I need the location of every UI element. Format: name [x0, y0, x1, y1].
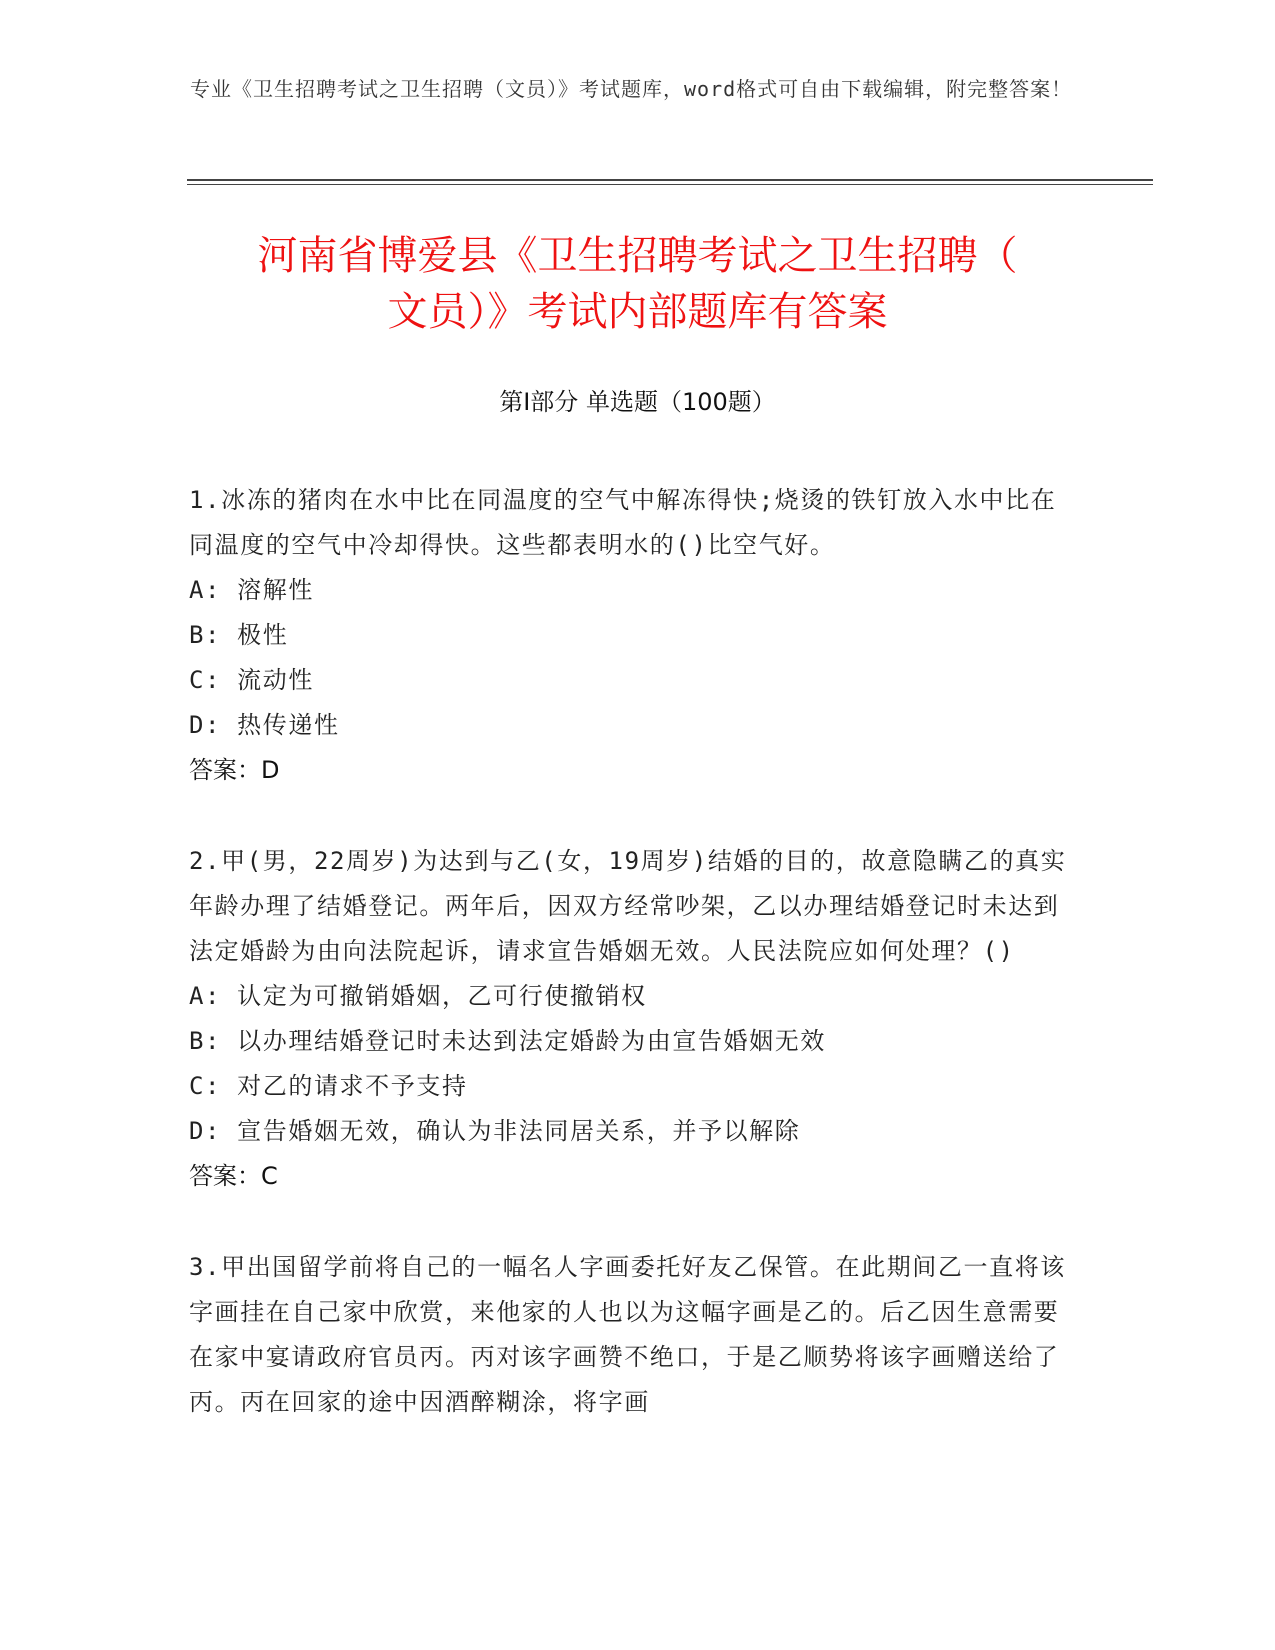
- document-title-line-2: 文员）》考试内部题库有答案: [387, 289, 888, 335]
- option-a: A: 认定为可撤销婚姻，乙可行使撤销权: [189, 982, 647, 1010]
- option-c: C: 对乙的请求不予支持: [189, 1072, 468, 1100]
- header-divider-thin: [187, 184, 1153, 185]
- answer: 答案：D: [189, 756, 280, 784]
- header-note: 专业《卫生招聘考试之卫生招聘（文员）》考试题库，word格式可自由下载编辑，附完整答案！: [190, 77, 1073, 101]
- question-stem: 2.甲(男，22周岁)为达到与乙(女，19周岁)结婚的目的，故意隐瞒乙的真实年龄办理了结婚登记。两年后，因双方经常吵架，乙以办理结婚登记时未达到法定婚龄为由向法院起诉，请求宣告婚姻无效。人民法院应如何处理？(): [189, 847, 1067, 965]
- question-1: [189, 478, 1069, 793]
- option-b: B: 极性: [189, 621, 289, 649]
- option-d: D: 热传递性: [189, 711, 340, 739]
- document-title: [160, 228, 1115, 340]
- question-3: [189, 1245, 1069, 1425]
- option-d: D: 宣告婚姻无效，确认为非法同居关系，并予以解除: [189, 1117, 801, 1145]
- option-c: C: 流动性: [189, 666, 314, 694]
- question-list: [189, 478, 1069, 1471]
- option-b: B: 以办理结婚登记时未达到法定婚龄为由宣告婚姻无效: [189, 1027, 826, 1055]
- answer: 答案：C: [189, 1162, 278, 1190]
- question-stem: 3.甲出国留学前将自己的一幅名人字画委托好友乙保管。在此期间乙一直将该字画挂在自己家中欣赏，来他家的人也以为这幅字画是乙的。后乙因生意需要在家中宴请政府官员丙。丙对该字画赞不绝口，于是乙顺势将该字画赠送给了丙。丙在回家的途中因酒醉糊涂，将字画: [189, 1253, 1066, 1416]
- document-title-line-1: 河南省博爱县《卫生招聘考试之卫生招聘（: [257, 233, 1018, 279]
- question-2: [189, 839, 1069, 1199]
- header-divider-thick: [187, 179, 1153, 181]
- question-stem: 1.冰冻的猪肉在水中比在同温度的空气中解冻得快;烧烫的铁钉放入水中比在同温度的空气中冷却得快。这些都表明水的()比空气好。: [189, 486, 1057, 559]
- option-a: A: 溶解性: [189, 576, 314, 604]
- section-title: 第Ⅰ部分 单选题（100题）: [499, 388, 776, 416]
